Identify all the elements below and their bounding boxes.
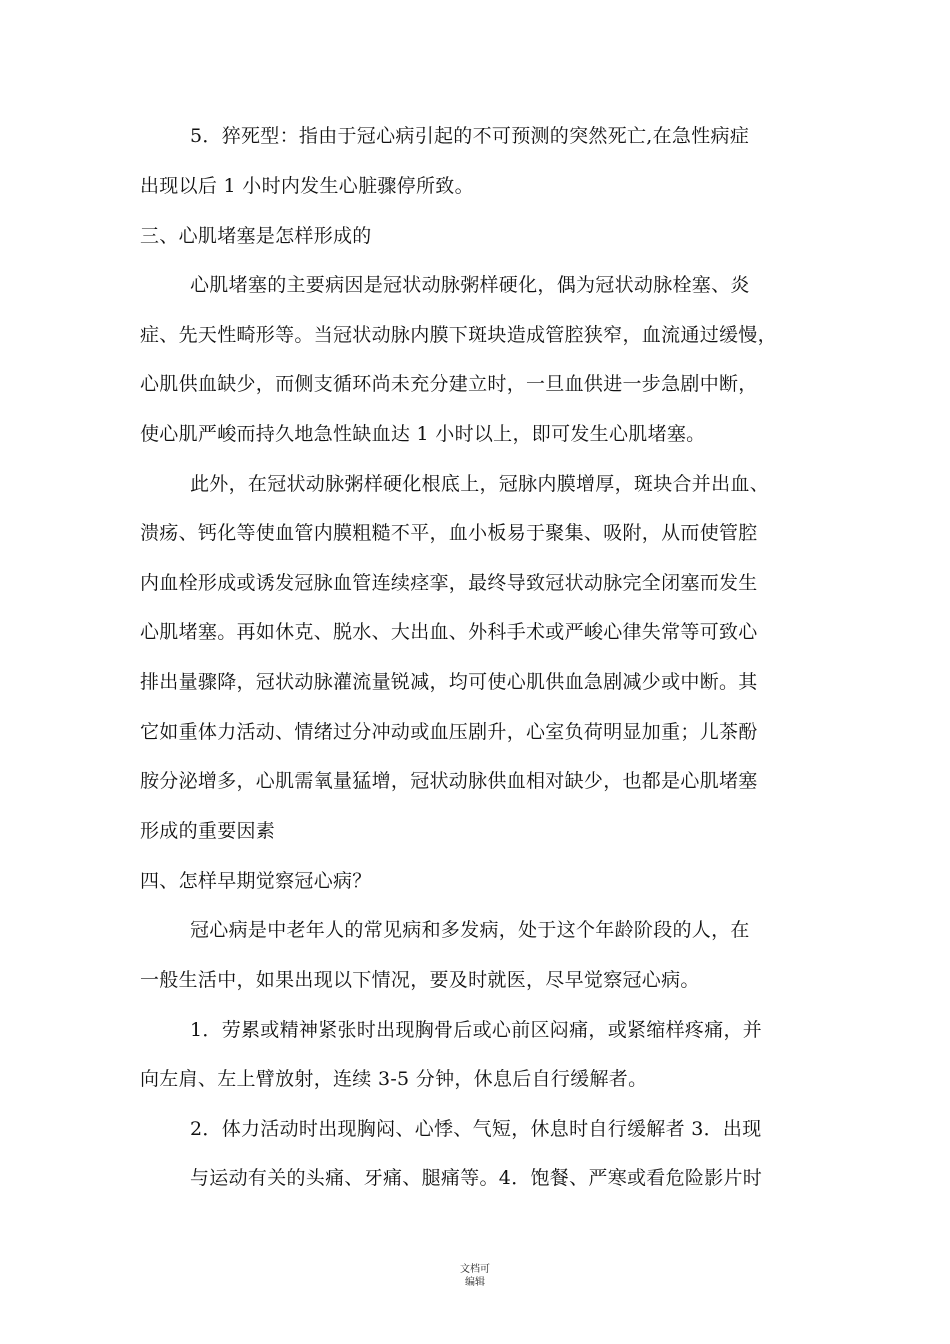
page-footer-line: 编辑 [465,1277,485,1288]
paragraph-line: 向左肩、左上臂放射，连续 3-5 分钟，休息后自行缓解者。 [140,1068,648,1090]
paragraph-line: 它如重体力活动、情绪过分冲动或血压剧升，心室负荷明显加重；儿茶酚 [140,721,758,743]
page-footer-line: 文档可 [460,1264,490,1275]
paragraph-line: 胺分泌增多，心肌需氧量猛增，冠状动脉供血相对缺少，也都是心肌堵塞 [140,770,758,792]
paragraph-line: 内血栓形成或诱发冠脉血管连续痉挛，最终导致冠状动脉完全闭塞而发生 [140,572,758,594]
paragraph-line: 1．劳累或精神紧张时出现胸骨后或心前区闷痛，或紧缩样疼痛，并 [190,1019,763,1041]
paragraph-line: 症、先天性畸形等。当冠状动脉内膜下斑块造成管腔狭窄，血流通过缓慢， [140,324,777,346]
paragraph-line: 心肌堵塞的主要病因是冠状动脉粥样硬化，偶为冠状动脉栓塞、炎 [190,274,750,296]
paragraph-line: 此外，在冠状动脉粥样硬化根底上，冠脉内膜增厚，斑块合并出血、 [190,473,770,495]
paragraph-line: 与运动有关的头痛、牙痛、腿痛等。4．饱餐、严寒或看危险影片时 [190,1167,763,1189]
paragraph-line: 冠心病是中老年人的常见病和多发病，处于这个年龄阶段的人，在 [190,919,750,941]
paragraph-line: 心肌堵塞。再如休克、脱水、大出血、外科手术或严峻心律失常等可致心 [140,621,758,643]
paragraph-line: 形成的重要因素 [140,820,276,842]
paragraph-line: 2．体力活动时出现胸闷、心悸、气短，休息时自行缓解者 3．出现 [190,1118,762,1140]
paragraph-line: 使心肌严峻而持久地急性缺血达 1 小时以上，即可发生心肌堵塞。 [140,423,706,445]
section-heading: 四、怎样早期觉察冠心病？ [140,870,372,892]
paragraph-line: 溃疡、钙化等使血管内膜粗糙不平，血小板易于聚集、吸附，从而使管腔 [140,522,758,544]
paragraph-line: 排出量骤降，冠状动脉灌流量锐减，均可使心肌供血急剧减少或中断。其 [140,671,758,693]
paragraph-line: 一般生活中，如果出现以下情况，要及时就医，尽早觉察冠心病。 [140,969,700,991]
paragraph-line: 5．猝死型：指由于冠心病引起的不可预测的突然死亡,在急性病症 [190,125,750,147]
paragraph-line: 出现以后 1 小时内发生心脏骤停所致。 [140,175,474,197]
section-heading: 三、心肌堵塞是怎样形成的 [140,225,372,247]
paragraph-line: 心肌供血缺少，而侧支循环尚未充分建立时，一旦血供进一步急剧中断， [140,373,758,395]
